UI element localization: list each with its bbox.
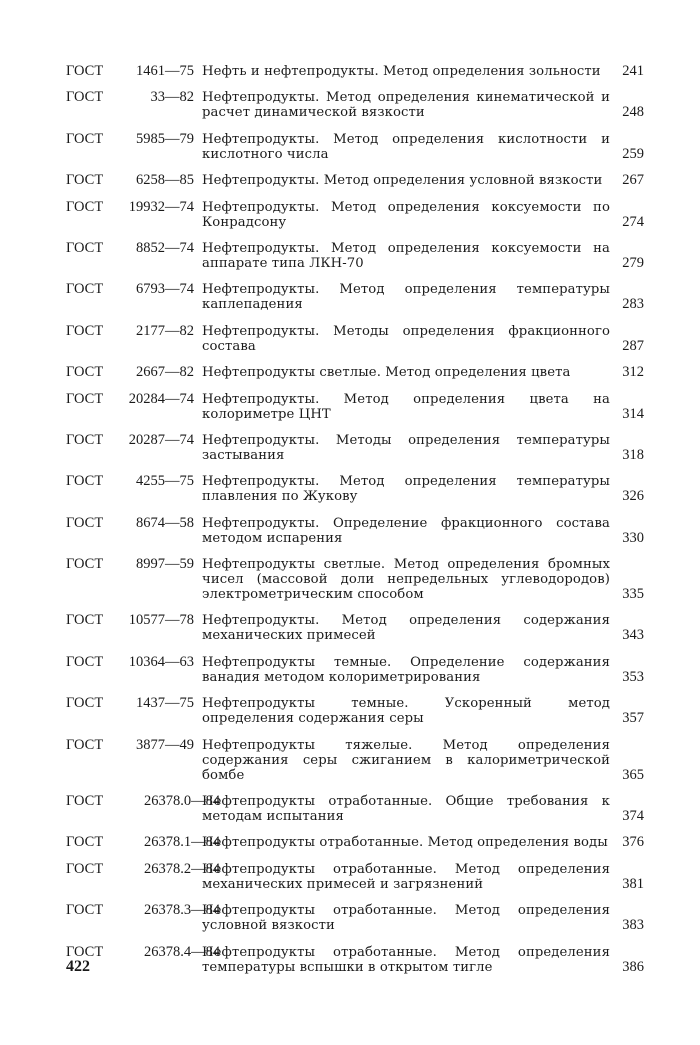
contents-entry xyxy=(66,324,644,354)
standard-number: 26378.1—84 xyxy=(144,834,221,851)
contents-entry xyxy=(66,392,644,422)
standard-prefix: ГОСТ xyxy=(66,364,104,381)
standard-number: 26378.2—84 xyxy=(144,860,221,877)
standard-prefix: ГОСТ xyxy=(66,281,104,298)
standard-prefix: ГОСТ xyxy=(66,834,104,851)
entry-title: Нефтепродукты. Метод определения условной вязкости xyxy=(202,173,603,189)
page-number: 376 xyxy=(622,834,644,851)
page-folio: 422 xyxy=(66,958,90,975)
page-number: 374 xyxy=(622,808,644,825)
standard-prefix: ГОСТ xyxy=(66,612,104,629)
contents-entry xyxy=(66,903,644,933)
standard-prefix: ГОСТ xyxy=(66,943,104,960)
page-number: 353 xyxy=(622,668,644,685)
standard-number: 1461—75 xyxy=(136,63,194,79)
standard-prefix: ГОСТ xyxy=(66,695,104,712)
entry-title: Нефтепродукты светлые. Метод определения цвета xyxy=(202,365,571,381)
contents-entry xyxy=(66,738,644,783)
standard-number: 2667—82 xyxy=(136,364,194,381)
standard-prefix: ГОСТ xyxy=(66,902,104,919)
entry-title: Нефтепродукты. Определение фракционного состава методом испарения xyxy=(202,515,610,546)
standard-number: 33—82 xyxy=(150,89,194,106)
standard-number: 3877—49 xyxy=(136,736,194,753)
entry-title: Нефтепродукты отработанные. Метод определения механических примесей и загрязнений xyxy=(202,861,610,892)
standard-prefix: ГОСТ xyxy=(66,793,104,810)
standard-prefix: ГОСТ xyxy=(66,473,104,490)
contents-entry xyxy=(66,433,644,463)
entry-title: Нефтепродукты. Метод определения температуры каплепадения xyxy=(202,282,610,313)
page-number: 343 xyxy=(622,627,644,644)
entry-title: Нефтепродукты отработанные. Общие требования к методам испытания xyxy=(202,794,610,825)
page-number: 383 xyxy=(622,917,644,934)
contents-entry xyxy=(66,613,644,643)
entry-title: Нефтепродукты тяжелые. Метод определения содержания серы сжиганием в калориметрической бомбе xyxy=(202,737,610,783)
contents-entry xyxy=(66,945,644,975)
contents-entry xyxy=(66,241,644,271)
page-number: 274 xyxy=(622,213,644,230)
contents-entry xyxy=(66,794,644,824)
contents-entry xyxy=(66,64,644,79)
standard-number: 1437—75 xyxy=(136,695,194,712)
page-number: 318 xyxy=(622,446,644,463)
standard-number: 10577—78 xyxy=(128,612,194,629)
entry-title: Нефтепродукты. Метод определения коксуемости по Конрадсону xyxy=(202,199,610,230)
standard-number: 20287—74 xyxy=(128,431,194,448)
standard-prefix: ГОСТ xyxy=(66,653,104,670)
contents-entry xyxy=(66,862,644,892)
entry-title: Нефтепродукты темные. Определение содержания ванадия методом колориметрирования xyxy=(202,654,610,685)
standard-prefix: ГОСТ xyxy=(66,198,104,215)
contents-entry xyxy=(66,173,644,188)
standard-number: 4255—75 xyxy=(136,473,194,490)
page-number: 386 xyxy=(622,958,644,975)
contents-entry xyxy=(66,557,644,602)
standard-number: 8852—74 xyxy=(136,239,194,256)
standard-prefix: ГОСТ xyxy=(66,514,104,531)
contents-entry xyxy=(66,474,644,504)
page-number: 248 xyxy=(622,104,644,121)
standard-prefix: ГОСТ xyxy=(66,63,104,79)
contents-entry xyxy=(66,365,644,380)
page-number: 365 xyxy=(622,766,644,783)
entry-title: Нефтепродукты. Методы определения температуры застывания xyxy=(202,432,610,463)
entry-title: Нефтепродукты. Метод определения цвета на колориметре ЦНТ xyxy=(202,391,610,422)
contents-entry xyxy=(66,516,644,546)
page-number: 259 xyxy=(622,145,644,162)
entry-title: Нефтепродукты светлые. Метод определения бромных чисел (массовой доли непредельных углеводородов) электрометрическим способом xyxy=(202,557,610,603)
standard-prefix: ГОСТ xyxy=(66,556,104,573)
entry-title: Нефтепродукты. Метод определения кислотности и кислотного числа xyxy=(202,131,610,162)
standard-prefix: ГОСТ xyxy=(66,322,104,339)
standard-number: 26378.4—84 xyxy=(144,943,221,960)
standard-number: 8674—58 xyxy=(136,514,194,531)
page-number: 267 xyxy=(622,172,644,189)
contents-list xyxy=(66,64,644,986)
standard-prefix: ГОСТ xyxy=(66,390,104,407)
entry-title: Нефтепродукты отработанные. Метод определения температуры вспышки в открытом тигле xyxy=(202,944,610,975)
standard-prefix: ГОСТ xyxy=(66,431,104,448)
page-number: 312 xyxy=(622,364,644,381)
contents-entry xyxy=(66,90,644,120)
page-number: 330 xyxy=(622,529,644,546)
standard-prefix: ГОСТ xyxy=(66,239,104,256)
page-number: 287 xyxy=(622,337,644,354)
page-number: 279 xyxy=(622,254,644,271)
entry-title: Нефтепродукты отработанные. Метод определения условной вязкости xyxy=(202,903,610,934)
contents-entry xyxy=(66,655,644,685)
entry-title: Нефтепродукты. Метод определения температуры плавления по Жукову xyxy=(202,474,610,505)
standard-number: 26378.3—84 xyxy=(144,902,221,919)
standard-prefix: ГОСТ xyxy=(66,860,104,877)
standard-number: 6793—74 xyxy=(136,281,194,298)
page-number: 357 xyxy=(622,710,644,727)
page-number: 314 xyxy=(622,405,644,422)
contents-entry xyxy=(66,200,644,230)
contents-entry xyxy=(66,835,644,850)
standard-prefix: ГОСТ xyxy=(66,172,104,189)
page-number: 283 xyxy=(622,296,644,313)
standard-number: 8997—59 xyxy=(136,556,194,573)
entry-title: Нефть и нефтепродукты. Метод определения зольности xyxy=(202,64,601,79)
page-number: 381 xyxy=(622,875,644,892)
contents-entry xyxy=(66,696,644,726)
entry-title: Нефтепродукты. Метод определения кинематической и расчет динамической вязкости xyxy=(202,90,610,121)
standard-number: 6258—85 xyxy=(136,172,194,189)
standard-number: 2177—82 xyxy=(136,322,194,339)
page-number: 335 xyxy=(622,586,644,603)
contents-entry xyxy=(66,282,644,312)
contents-entry xyxy=(66,132,644,162)
standard-prefix: ГОСТ xyxy=(66,130,104,147)
entry-title: Нефтепродукты темные. Ускоренный метод определения содержания серы xyxy=(202,696,610,727)
page-number: 241 xyxy=(622,63,644,79)
page-number: 326 xyxy=(622,488,644,505)
entry-title: Нефтепродукты отработанные. Метод определения воды xyxy=(202,835,608,851)
entry-title: Нефтепродукты. Метод определения коксуемости на аппарате типа ЛКН-70 xyxy=(202,240,610,271)
standard-number: 26378.0—84 xyxy=(144,793,221,810)
standard-number: 10364—63 xyxy=(128,653,194,670)
entry-title: Нефтепродукты. Методы определения фракционного состава xyxy=(202,323,610,354)
standard-prefix: ГОСТ xyxy=(66,89,104,106)
standard-prefix: ГОСТ xyxy=(66,736,104,753)
standard-number: 20284—74 xyxy=(128,390,194,407)
entry-title: Нефтепродукты. Метод определения содержания механических примесей xyxy=(202,613,610,644)
standard-number: 19932—74 xyxy=(128,198,194,215)
standard-number: 5985—79 xyxy=(136,130,194,147)
